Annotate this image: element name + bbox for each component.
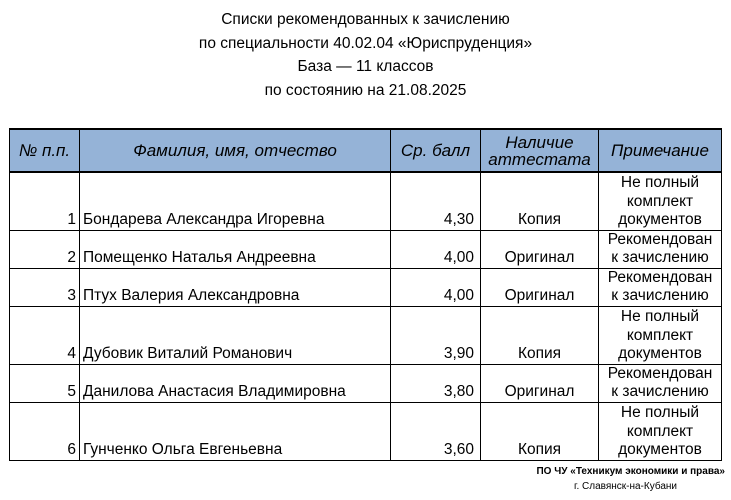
note-cell bbox=[599, 268, 722, 306]
note-line: комплект bbox=[626, 326, 694, 344]
heading-base: База — 11 классов bbox=[297, 58, 434, 75]
footer-organization: ПО ЧУ «Техникум экономики и права» bbox=[536, 466, 725, 477]
heading-date: по состоянию на 21.08.2025 bbox=[264, 81, 467, 99]
row-number: 6 bbox=[10, 402, 80, 460]
column-header-certificate bbox=[481, 129, 599, 172]
certificate-status: Копия bbox=[481, 172, 599, 230]
note-line: комплект bbox=[626, 192, 694, 210]
note-line: Не полный bbox=[620, 308, 700, 325]
applicant-name: Помещенко Наталья Андреевна bbox=[80, 230, 391, 268]
footer-city: г. Славянск-на-Кубани bbox=[574, 481, 677, 492]
table-row bbox=[10, 306, 722, 364]
certificate-status: Оригинал bbox=[481, 268, 599, 306]
average-score: 4,00 bbox=[391, 230, 481, 268]
note-line: к зачислению bbox=[611, 249, 709, 266]
table-row bbox=[10, 364, 722, 402]
column-header-note: Примечание bbox=[599, 129, 722, 172]
column-header-score: Ср. балл bbox=[391, 129, 481, 172]
table-row bbox=[10, 402, 722, 460]
row-number: 2 bbox=[10, 230, 80, 268]
certificate-status: Копия bbox=[481, 306, 599, 364]
applicants-table bbox=[9, 128, 722, 461]
table-row bbox=[10, 172, 722, 230]
average-score: 3,60 bbox=[391, 402, 481, 460]
column-header-num: № п.п. bbox=[10, 129, 80, 172]
note-cell bbox=[599, 402, 722, 460]
row-number: 4 bbox=[10, 306, 80, 364]
certificate-status: Копия bbox=[481, 402, 599, 460]
applicant-name: Птух Валерия Александровна bbox=[80, 268, 391, 306]
document-heading bbox=[0, 8, 731, 102]
note-line: комплект bbox=[626, 422, 694, 440]
table-body bbox=[10, 172, 722, 460]
applicant-name: Дубовик Виталий Романович bbox=[80, 306, 391, 364]
note-line: Рекомендован bbox=[607, 268, 713, 286]
applicant-name: Бондарева Александра Игоревна bbox=[80, 172, 391, 230]
note-line: документов bbox=[618, 211, 702, 228]
row-number: 5 bbox=[10, 364, 80, 402]
row-number: 1 bbox=[10, 172, 80, 230]
note-cell bbox=[599, 306, 722, 364]
average-score: 4,30 bbox=[391, 172, 481, 230]
note-line: к зачислению bbox=[611, 383, 709, 400]
note-line: Не полный bbox=[620, 404, 700, 421]
note-line: Рекомендован bbox=[607, 364, 713, 382]
column-header-certificate-line1: Наличие bbox=[505, 132, 574, 152]
note-line: документов bbox=[618, 345, 702, 362]
heading-title: Списки рекомендованных к зачислению bbox=[221, 11, 510, 28]
certificate-status: Оригинал bbox=[481, 364, 599, 402]
note-line: документов bbox=[618, 441, 702, 458]
applicant-name: Гунченко Ольга Евгеньевна bbox=[80, 402, 391, 460]
document-footer bbox=[536, 464, 725, 494]
average-score: 4,00 bbox=[391, 268, 481, 306]
table-row bbox=[10, 268, 722, 306]
certificate-status: Оригинал bbox=[481, 230, 599, 268]
row-number: 3 bbox=[10, 268, 80, 306]
column-header-certificate-line2: аттестата bbox=[488, 149, 591, 169]
heading-specialty: по специальности 40.02.04 «Юриспруденция» bbox=[198, 34, 533, 52]
average-score: 3,90 bbox=[391, 306, 481, 364]
note-cell bbox=[599, 172, 722, 230]
note-line: Не полный bbox=[620, 174, 700, 191]
note-line: к зачислению bbox=[611, 287, 709, 304]
note-line: Рекомендован bbox=[607, 230, 713, 248]
applicant-name: Данилова Анастасия Владимировна bbox=[80, 364, 391, 402]
average-score: 3,80 bbox=[391, 364, 481, 402]
column-header-name: Фамилия, имя, отчество bbox=[80, 129, 391, 172]
note-cell bbox=[599, 364, 722, 402]
table-row bbox=[10, 230, 722, 268]
table-header-row bbox=[10, 129, 722, 172]
note-cell bbox=[599, 230, 722, 268]
